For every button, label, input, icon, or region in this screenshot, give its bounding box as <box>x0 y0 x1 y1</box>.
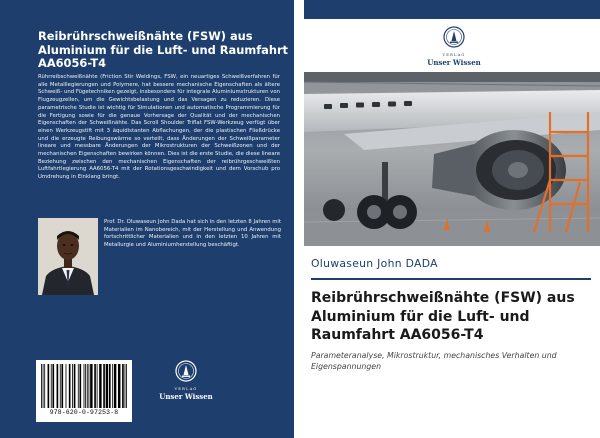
barcode-bar <box>125 364 126 408</box>
barcode-bar <box>103 364 105 408</box>
barcode-bar <box>41 364 42 408</box>
barcode-bar <box>118 364 120 408</box>
publisher-name: Unser Wissen <box>427 58 481 67</box>
barcode-bar <box>80 364 82 408</box>
back-publisher-logo <box>158 360 214 401</box>
spine <box>294 0 304 438</box>
barcode-bar <box>48 364 50 408</box>
barcode-bar <box>94 364 96 408</box>
front-divider-line <box>311 278 591 280</box>
barcode-bar <box>51 364 52 408</box>
front-author-name: Oluwaseun John DADA <box>311 257 438 270</box>
barcode-bar <box>78 364 79 408</box>
front-publisher-logo <box>426 26 482 67</box>
barcode-bar <box>44 364 45 408</box>
back-cover-title: Reibrührschweißnähte (FSW) aus Aluminium für die Luft- und Raumfahrt AA6056-T4 <box>38 29 289 70</box>
barcode-bar <box>61 364 63 408</box>
barcode-bar <box>90 364 92 408</box>
front-book-subtitle: Parameteranalyse, Mikrostruktur, mechanisches Verhalten und Eigenspannungen <box>311 351 557 371</box>
author-bio: Prof. Dr. Oluwaseun John Dada hat sich in den letzten 8 Jahren mit Materialien im Nanobereich, mit der Herstellung und Anwendung fortschrittlicher Materialien und in den letzten 10 Jahren mit Metallurgie und Aluminiumherstellung beschäftigt. <box>104 219 281 249</box>
front-book-title: Reibrührschweißnähte (FSW) aus Aluminium für die Luft- und Raumfahrt AA6056-T4 <box>311 290 575 343</box>
barcode-bar <box>89 364 90 408</box>
front-top-bar <box>304 0 600 19</box>
barcode-bar <box>109 364 111 408</box>
publisher-verlag-label: VERLAG <box>442 53 466 57</box>
barcode-bar <box>52 364 54 408</box>
barcode-bar <box>112 364 113 408</box>
barcode-bar <box>69 364 71 408</box>
barcode-bar <box>114 364 116 408</box>
barcode-bar <box>106 364 108 408</box>
barcode-bar <box>85 364 86 408</box>
barcode-bar <box>122 364 124 408</box>
barcode-bar <box>74 364 76 408</box>
barcode-bar <box>126 364 127 408</box>
barcode-bar <box>87 364 88 408</box>
front-cover <box>304 0 600 438</box>
barcode-bar <box>99 364 101 408</box>
publisher-emblem-icon <box>175 360 197 382</box>
barcode-bar <box>84 364 85 408</box>
publisher-emblem-icon <box>443 26 465 48</box>
back-cover-description: Rührreibschweißnähte (Friction Stir Weldings, FSW, ein neuartiges Schweißverfahren für alle Metalllegierungen und Polymere, hat bessere mechanische Eigenschaften als ältere Schweiß- und Fügetechniken gezeigt, insbesondere für integrale Aluminiumstrukturen von Flugzeugzellen, um die Gewichtsbelastung und das Versagen zu reduzieren. Diese parametrische Studie ist wichtig für Simulationen und automatische Programmierung für die Fertigung sowie für die genaue Vorhersage der Qualität und der mechanischen Eigenschaften der Schweißnähte. Das Scroll Shoulder Triflat FSW-Werkzeug verfügt über einen Werkzeugstift mit 3 äquidistanten Abflachungen, der die plastischen Fließdrücke und die erzeugte Reibungswärme so verteilt, dass Änderungen der Schweißparameter lineare und messbare Änderungen der Mikrostrukturen der Schweißzonen und der mechanischen Eigenschaften bewirken können. Dies ist die erste Studie, die diese lineare Beziehung zwischen den mechanischen Eigenschaften der reibrührgeschweißten Luftfahrtlegierung AA6056-T4 mit der Rotationsgeschwindigkeit und dem Vorschub pro Umdrehung in Einklang bringt. <box>38 74 280 181</box>
barcode-bar <box>97 364 98 408</box>
barcode-bar <box>60 364 61 408</box>
cover-photo-aircraft-engine <box>304 72 600 246</box>
author-photo <box>38 218 98 295</box>
back-cover <box>0 0 294 438</box>
barcode-bar <box>57 364 59 408</box>
barcode-bar <box>72 364 73 408</box>
publisher-verlag-label: VERLAG <box>174 387 198 391</box>
barcode-bar <box>43 364 44 408</box>
barcode <box>36 360 132 422</box>
isbn-number: 978-620-0-97253-8 <box>49 409 119 416</box>
publisher-name: Unser Wissen <box>159 392 213 401</box>
barcode-bar <box>66 364 67 408</box>
